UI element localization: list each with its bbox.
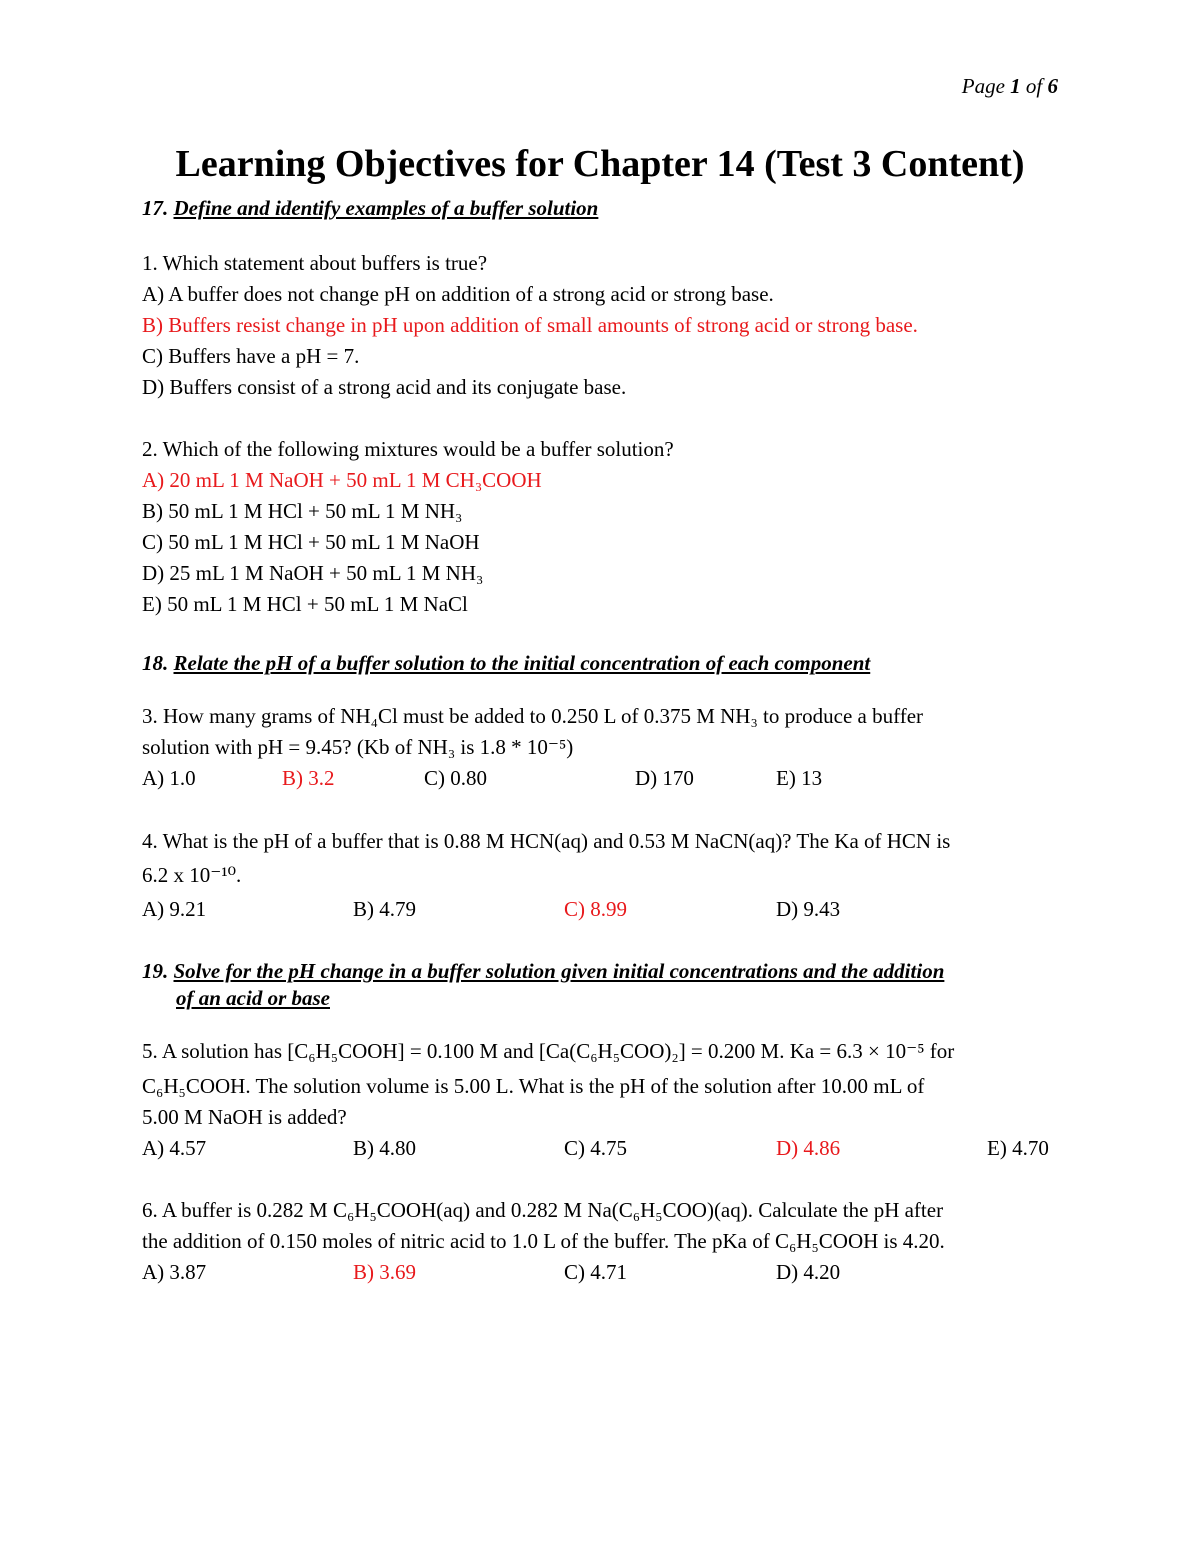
document-title: Learning Objectives for Chapter 14 (Test 3 Content) — [175, 143, 1025, 185]
q4-option-d: D) 9.43 — [776, 897, 841, 921]
q3-option-b: B) 3.2 — [282, 766, 335, 790]
q6-stem-line2: the addition of 0.150 moles of nitric acid to 1.0 L of the buffer. The pKa of C₆H₅COOH is 4.20. — [142, 1229, 945, 1253]
q2-stem: 2. Which of the following mixtures would be a buffer solution? — [142, 437, 674, 461]
q6-option-d: D) 4.20 — [776, 1260, 841, 1284]
q1-option-b: B) Buffers resist change in pH upon addition of small amounts of strong acid or strong base. — [142, 313, 918, 337]
q4-option-c: C) 8.99 — [564, 897, 627, 921]
q4-stem-line2: 6.2 x 10⁻¹⁰. — [142, 863, 242, 887]
q2-option-a: A) 20 mL 1 M NaOH + 50 mL 1 M CH₃COOH — [142, 468, 542, 492]
q2-option-d: D) 25 mL 1 M NaOH + 50 mL 1 M NH₃ — [142, 561, 484, 585]
objective-19-continued — [176, 985, 330, 1011]
q6-option-b: B) 3.69 — [353, 1260, 416, 1284]
q5-option-b: B) 4.80 — [353, 1136, 416, 1160]
objective-number: 19. — [142, 959, 169, 983]
q3-stem-line1: 3. How many grams of NH₄Cl must be added to 0.250 L of 0.375 M NH₃ to produce a buffer — [142, 704, 924, 728]
objective-text: Relate the pH of a buffer solution to the initial concentration of each component — [173, 651, 871, 675]
q2-option-b: B) 50 mL 1 M HCl + 50 mL 1 M NH₃ — [142, 499, 463, 523]
q1-option-a: A) A buffer does not change pH on addition of a strong acid or strong base. — [142, 282, 774, 306]
q1-option-c: C) Buffers have a pH = 7. — [142, 344, 360, 368]
q5-option-e: E) 4.70 — [987, 1136, 1049, 1160]
q6-stem-line1: 6. A buffer is 0.282 M C₆H₅COOH(aq) and 0.282 M Na(C₆H₅COO)(aq). Calculate the pH after — [142, 1198, 944, 1222]
objective-text: Solve for the pH change in a buffer solution given initial concentrations and the addition — [173, 959, 945, 983]
q6-option-c: C) 4.71 — [564, 1260, 627, 1284]
objective-19 — [142, 958, 944, 984]
q3-option-d: D) 170 — [635, 766, 694, 790]
page-current: 1 — [1010, 74, 1021, 98]
q4-option-a: A) 9.21 — [142, 897, 207, 921]
q5-option-a: A) 4.57 — [142, 1136, 207, 1160]
q3-option-e: E) 13 — [776, 766, 823, 790]
objective-number: 17. — [142, 196, 169, 220]
q6-option-a: A) 3.87 — [142, 1260, 207, 1284]
q1-stem: 1. Which statement about buffers is true? — [142, 251, 488, 275]
page-total: 6 — [1047, 74, 1058, 98]
objective-number: 18. — [142, 651, 169, 675]
objective-text: Define and identify examples of a buffer solution — [173, 196, 599, 220]
q5-option-d: D) 4.86 — [776, 1136, 841, 1160]
q2-option-e: E) 50 mL 1 M HCl + 50 mL 1 M NaCl — [142, 592, 468, 616]
q2-option-c: C) 50 mL 1 M HCl + 50 mL 1 M NaOH — [142, 530, 480, 554]
q3-option-c: C) 0.80 — [424, 766, 487, 790]
page-number — [962, 74, 1058, 99]
page-of-label: of — [1025, 74, 1043, 98]
q3-stem-line2: solution with pH = 9.45? (Kb of NH₃ is 1.8 * 10⁻⁵) — [142, 735, 574, 759]
page-label: Page — [961, 74, 1005, 98]
q5-stem-line3: 5.00 M NaOH is added? — [142, 1105, 347, 1129]
objective-17 — [142, 195, 598, 221]
objective-text: of an acid or base — [176, 986, 330, 1010]
q5-option-c: C) 4.75 — [564, 1136, 627, 1160]
q5-stem-line1: 5. A solution has [C₆H₅COOH] = 0.100 M and [Ca(C₆H₅COO)₂] = 0.200 M. Ka = 6.3 × 10⁻⁵ for — [142, 1039, 955, 1063]
q1-option-d: D) Buffers consist of a strong acid and its conjugate base. — [142, 375, 627, 399]
q4-option-b: B) 4.79 — [353, 897, 416, 921]
q4-stem-line1: 4. What is the pH of a buffer that is 0.88 M HCN(aq) and 0.53 M NaCN(aq)? The Ka of HCN is — [142, 829, 951, 853]
q3-option-a: A) 1.0 — [142, 766, 196, 790]
q5-stem-line2: C₆H₅COOH. The solution volume is 5.00 L. What is the pH of the solution after 10.00 mL of — [142, 1074, 925, 1098]
objective-18 — [142, 650, 870, 676]
